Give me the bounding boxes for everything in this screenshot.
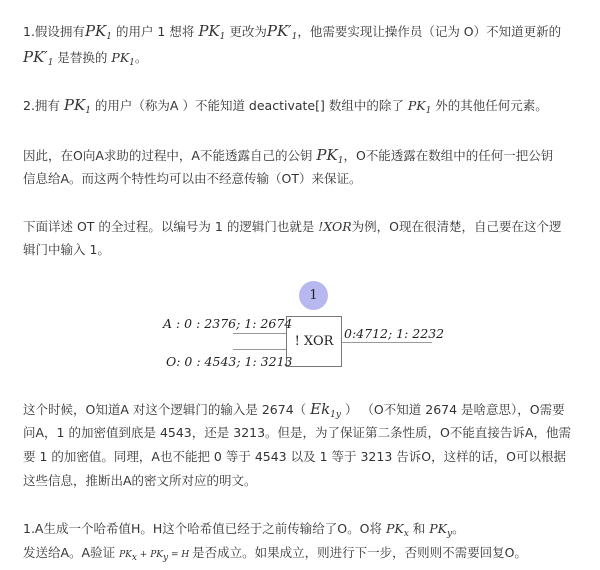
output-wire (342, 342, 432, 343)
paragraph-5-line-3 (23, 449, 566, 465)
paragraph-4-line-2 (23, 242, 110, 258)
text: 的用户 1 想将 (111, 24, 199, 39)
math-pk1-prime: $PK'_1$ (23, 48, 54, 68)
xor-gate-box: ! XOR (286, 316, 342, 367)
text: 的用户（称为A ）不能知道 deactivate[] 数组中的除了 (90, 98, 408, 113)
math-pk1: $PK_1$ (198, 22, 226, 42)
text: 因此，在O向A求助的过程中，A不能透露自己的公钥 (23, 148, 317, 163)
text: 是替换的 (53, 50, 112, 65)
paragraph-1-line-2 (23, 49, 147, 71)
text: 为例，O现在很清楚，自己要在这个逻 (351, 219, 562, 234)
math-pky: $PK_y$ (429, 521, 453, 539)
text: 这个时候，O知道A 对这个逻辑门的输入是 2674（ (23, 402, 311, 417)
math-pk1: $PK_1$ (316, 146, 344, 166)
math-pk1: $PK_1$ (84, 22, 112, 42)
math-pk1-prime: $PK'_1$ (266, 22, 298, 42)
math-pk1: $PK_1$ (407, 98, 432, 116)
text: 这些信息，推断出A的密文所对应的明文。 (23, 473, 257, 488)
input-wire-o (233, 349, 286, 350)
paragraph-5-line-1 (23, 401, 565, 423)
math-xor: !XOR (318, 219, 352, 234)
text: 信息给A。而这两个特性均可以由不经意传输（OT）来保证。 (23, 171, 362, 186)
paragraph-6-line-1 (23, 521, 465, 542)
output-label: 0:4712; 1: 2232 (344, 326, 445, 341)
text: 1.A生成一个哈希值H。H这个哈希值已经于之前传输给了O。O将 (23, 521, 386, 536)
text: ，O不能透露在数组中的任何一把公钥 (343, 148, 554, 163)
input-o-label: O: 0 : 4543; 1: 3213 (166, 354, 293, 369)
input-wire-a (233, 333, 286, 334)
text: 是否成立。如果成立，则进行下一步，否则则不需要回复O。 (192, 545, 527, 560)
text: 更改为 (225, 24, 267, 39)
paragraph-5-line-2 (23, 425, 571, 441)
text: 。 (452, 521, 465, 536)
paragraph-1-line-1 (23, 23, 561, 45)
math-pk1: $PK_1$ (111, 50, 135, 68)
text: 下面详述 OT 的全过程。以编号为 1 的逻辑门也就是 (23, 219, 319, 234)
math-pkx: $PK_x$ (385, 521, 409, 539)
math-ek: $Ek_{1y}$ (310, 400, 341, 420)
input-a-label: A : 0 : 2376; 1: 2674 (163, 316, 293, 331)
text: 要 1 的加密值。同理，A也不能把 0 等于 4543 以及 1 等于 3213 告诉O，这样的话，O可以根据 (23, 449, 566, 464)
text: ） （O不知道 2674 是啥意思），O需要 (340, 402, 565, 417)
paragraph-5-line-4 (23, 473, 257, 489)
gate-number-circle: 1 (299, 281, 328, 310)
text: ，他需要实现让操作员（记为 O）不知道更新的 (297, 24, 562, 39)
text: 辑门中输入 1。 (23, 242, 110, 257)
paragraph-4-line-1 (23, 219, 562, 235)
paragraph-3-line-2 (23, 171, 362, 187)
paragraph-3-line-1 (23, 147, 553, 169)
text: 1.假设拥有 (23, 24, 85, 39)
text: 。 (134, 50, 148, 65)
text: 2.拥有 (23, 98, 64, 113)
paragraph-6-line-2 (23, 545, 527, 566)
paragraph-2 (23, 97, 548, 119)
math-pk1: $PK_1$ (63, 96, 91, 116)
text: 发送给A。A验证 (23, 545, 120, 560)
text: 问A，1 的加密值到底是 4543，还是 3213。但是，为了保证第二条性质，O不能直接告诉A，他需 (23, 425, 571, 440)
math-equation: PKx + PKy = H (119, 550, 193, 563)
text: 和 (408, 521, 430, 536)
text: 外的其他任何元素。 (431, 98, 548, 113)
